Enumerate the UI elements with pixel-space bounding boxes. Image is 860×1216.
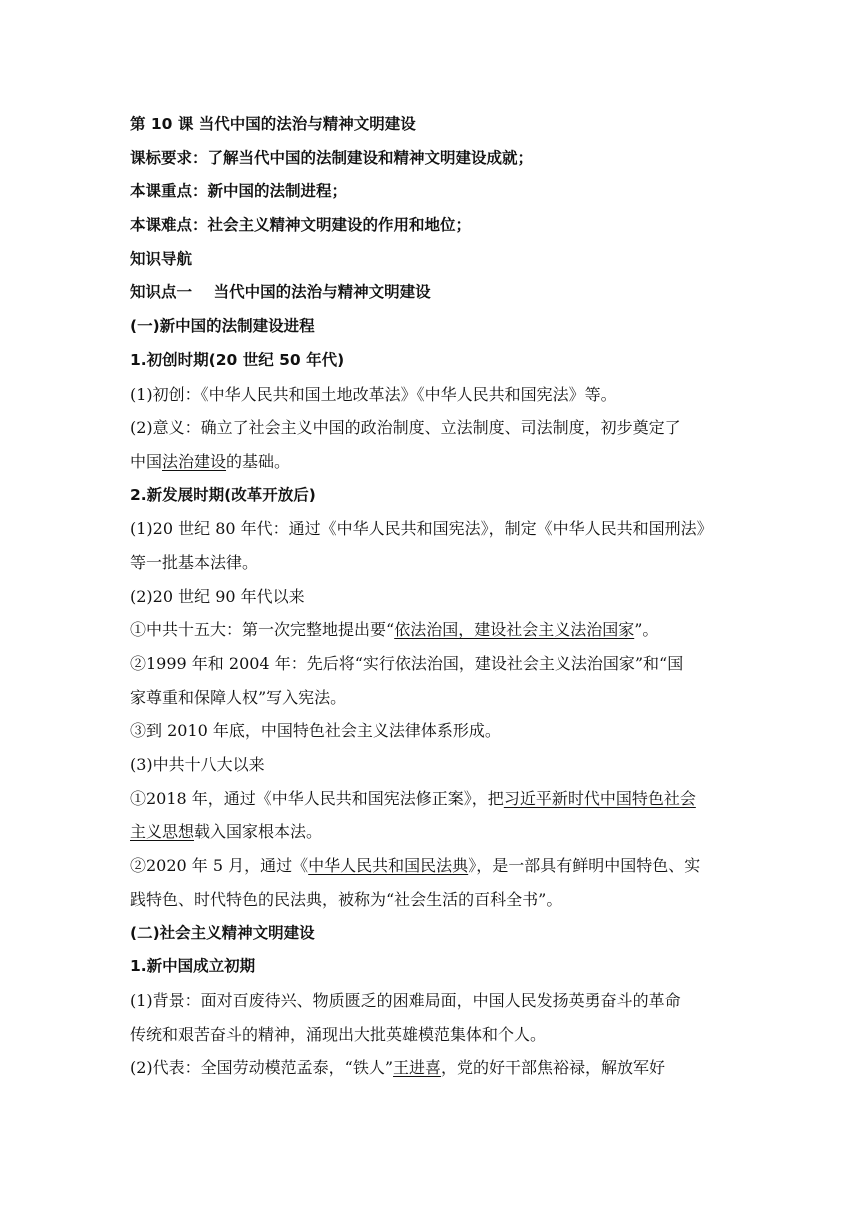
period-heading: 1.新中国成立初期 bbox=[130, 957, 256, 976]
paragraph-line: (1)初创：《中华人民共和国土地改革法》《中华人民共和国宪法》等。 bbox=[130, 384, 617, 404]
subsection-heading: (二)社会主义精神文明建设 bbox=[130, 923, 315, 942]
paragraph-line bbox=[130, 445, 732, 479]
underlined-term: 法治建设 bbox=[162, 451, 227, 471]
text-run: ”。 bbox=[634, 620, 659, 640]
document-body bbox=[130, 108, 732, 1085]
paragraph-line: (1)背景：面对百废待兴、物质匮乏的困难局面，中国人民发扬英勇奋斗的革命 bbox=[130, 990, 681, 1010]
text-run: 》，是一部具有鲜明中国特色、实 bbox=[468, 856, 701, 876]
text-run: ①2018 年，通过《中华人民共和国宪法修正案》，把 bbox=[130, 788, 504, 808]
underlined-term: 王进喜 bbox=[393, 1058, 442, 1078]
paragraph-line: (3)中共十八大以来 bbox=[130, 755, 265, 775]
paragraph-line bbox=[130, 815, 732, 849]
paragraph-line bbox=[130, 613, 732, 647]
paragraph-line: ②1999 年和 2004 年：先后将“实行依法治国，建设社会主义法治国家”和“国 bbox=[130, 654, 684, 673]
paragraph-line bbox=[130, 1051, 732, 1085]
paragraph-line bbox=[130, 849, 732, 883]
text-run: 中国 bbox=[130, 451, 163, 471]
paragraph-line: (2)意义：确立了社会主义中国的政治制度、立法制度、司法制度，初步奠定了 bbox=[130, 418, 681, 438]
period-heading: 2.新发展时期(改革开放后) bbox=[130, 485, 316, 504]
key-point: 本课重点：新中国的法制进程； bbox=[130, 182, 348, 201]
paragraph-line: 传统和艰苦奋斗的精神，涌现出大批英雄模范集体和个人。 bbox=[130, 1024, 547, 1044]
subsection-heading: (一)新中国的法制建设进程 bbox=[130, 317, 315, 336]
text-run: ②2020 年 5 月，通过《 bbox=[130, 856, 309, 876]
text-run: ，党的好干部焦裕禄，解放军好 bbox=[441, 1058, 666, 1078]
period-heading: 1.初创时期(20 世纪 50 年代) bbox=[130, 350, 345, 369]
text-run: (2)代表：全国劳动模范孟泰，“铁人” bbox=[130, 1058, 394, 1078]
paragraph-line bbox=[130, 782, 732, 816]
paragraph-line: ③到 2010 年底，中国特色社会主义法律体系形成。 bbox=[130, 721, 501, 741]
text-run: ①中共十五大：第一次完整地提出要“ bbox=[130, 620, 395, 640]
paragraph-line: 家尊重和保障人权”写入宪法。 bbox=[130, 687, 347, 707]
paragraph-line: 践特色、时代特色的民法典，被称为“社会生活的百科全书”。 bbox=[130, 889, 563, 909]
difficult-point: 本课难点：社会主义精神文明建设的作用和地位； bbox=[130, 216, 472, 235]
section-heading: 知识点一 当代中国的法治与精神文明建设 bbox=[130, 283, 431, 302]
underlined-term: 中华人民共和国民法典 bbox=[308, 856, 469, 876]
text-run: 的基础。 bbox=[226, 451, 291, 471]
curriculum-requirement: 课标要求：了解当代中国的法制建设和精神文明建设成就； bbox=[130, 148, 534, 167]
lesson-title: 第 10 课 当代中国的法治与精神文明建设 bbox=[130, 115, 416, 133]
underlined-term: 依法治国，建设社会主义法治国家 bbox=[394, 620, 635, 640]
paragraph-line: 等一批基本法律。 bbox=[130, 552, 259, 572]
text-run: 载入国家根本法。 bbox=[194, 822, 323, 842]
paragraph-line: (2)20 世纪 90 年代以来 bbox=[130, 586, 305, 606]
paragraph-line: (1)20 世纪 80 年代：通过《中华人民共和国宪法》，制定《中华人民共和国刑法》 bbox=[130, 519, 713, 539]
underlined-term: 主义思想 bbox=[130, 822, 195, 842]
knowledge-nav-heading: 知识导航 bbox=[130, 249, 193, 268]
underlined-term: 习近平新时代中国特色社会 bbox=[503, 788, 696, 808]
